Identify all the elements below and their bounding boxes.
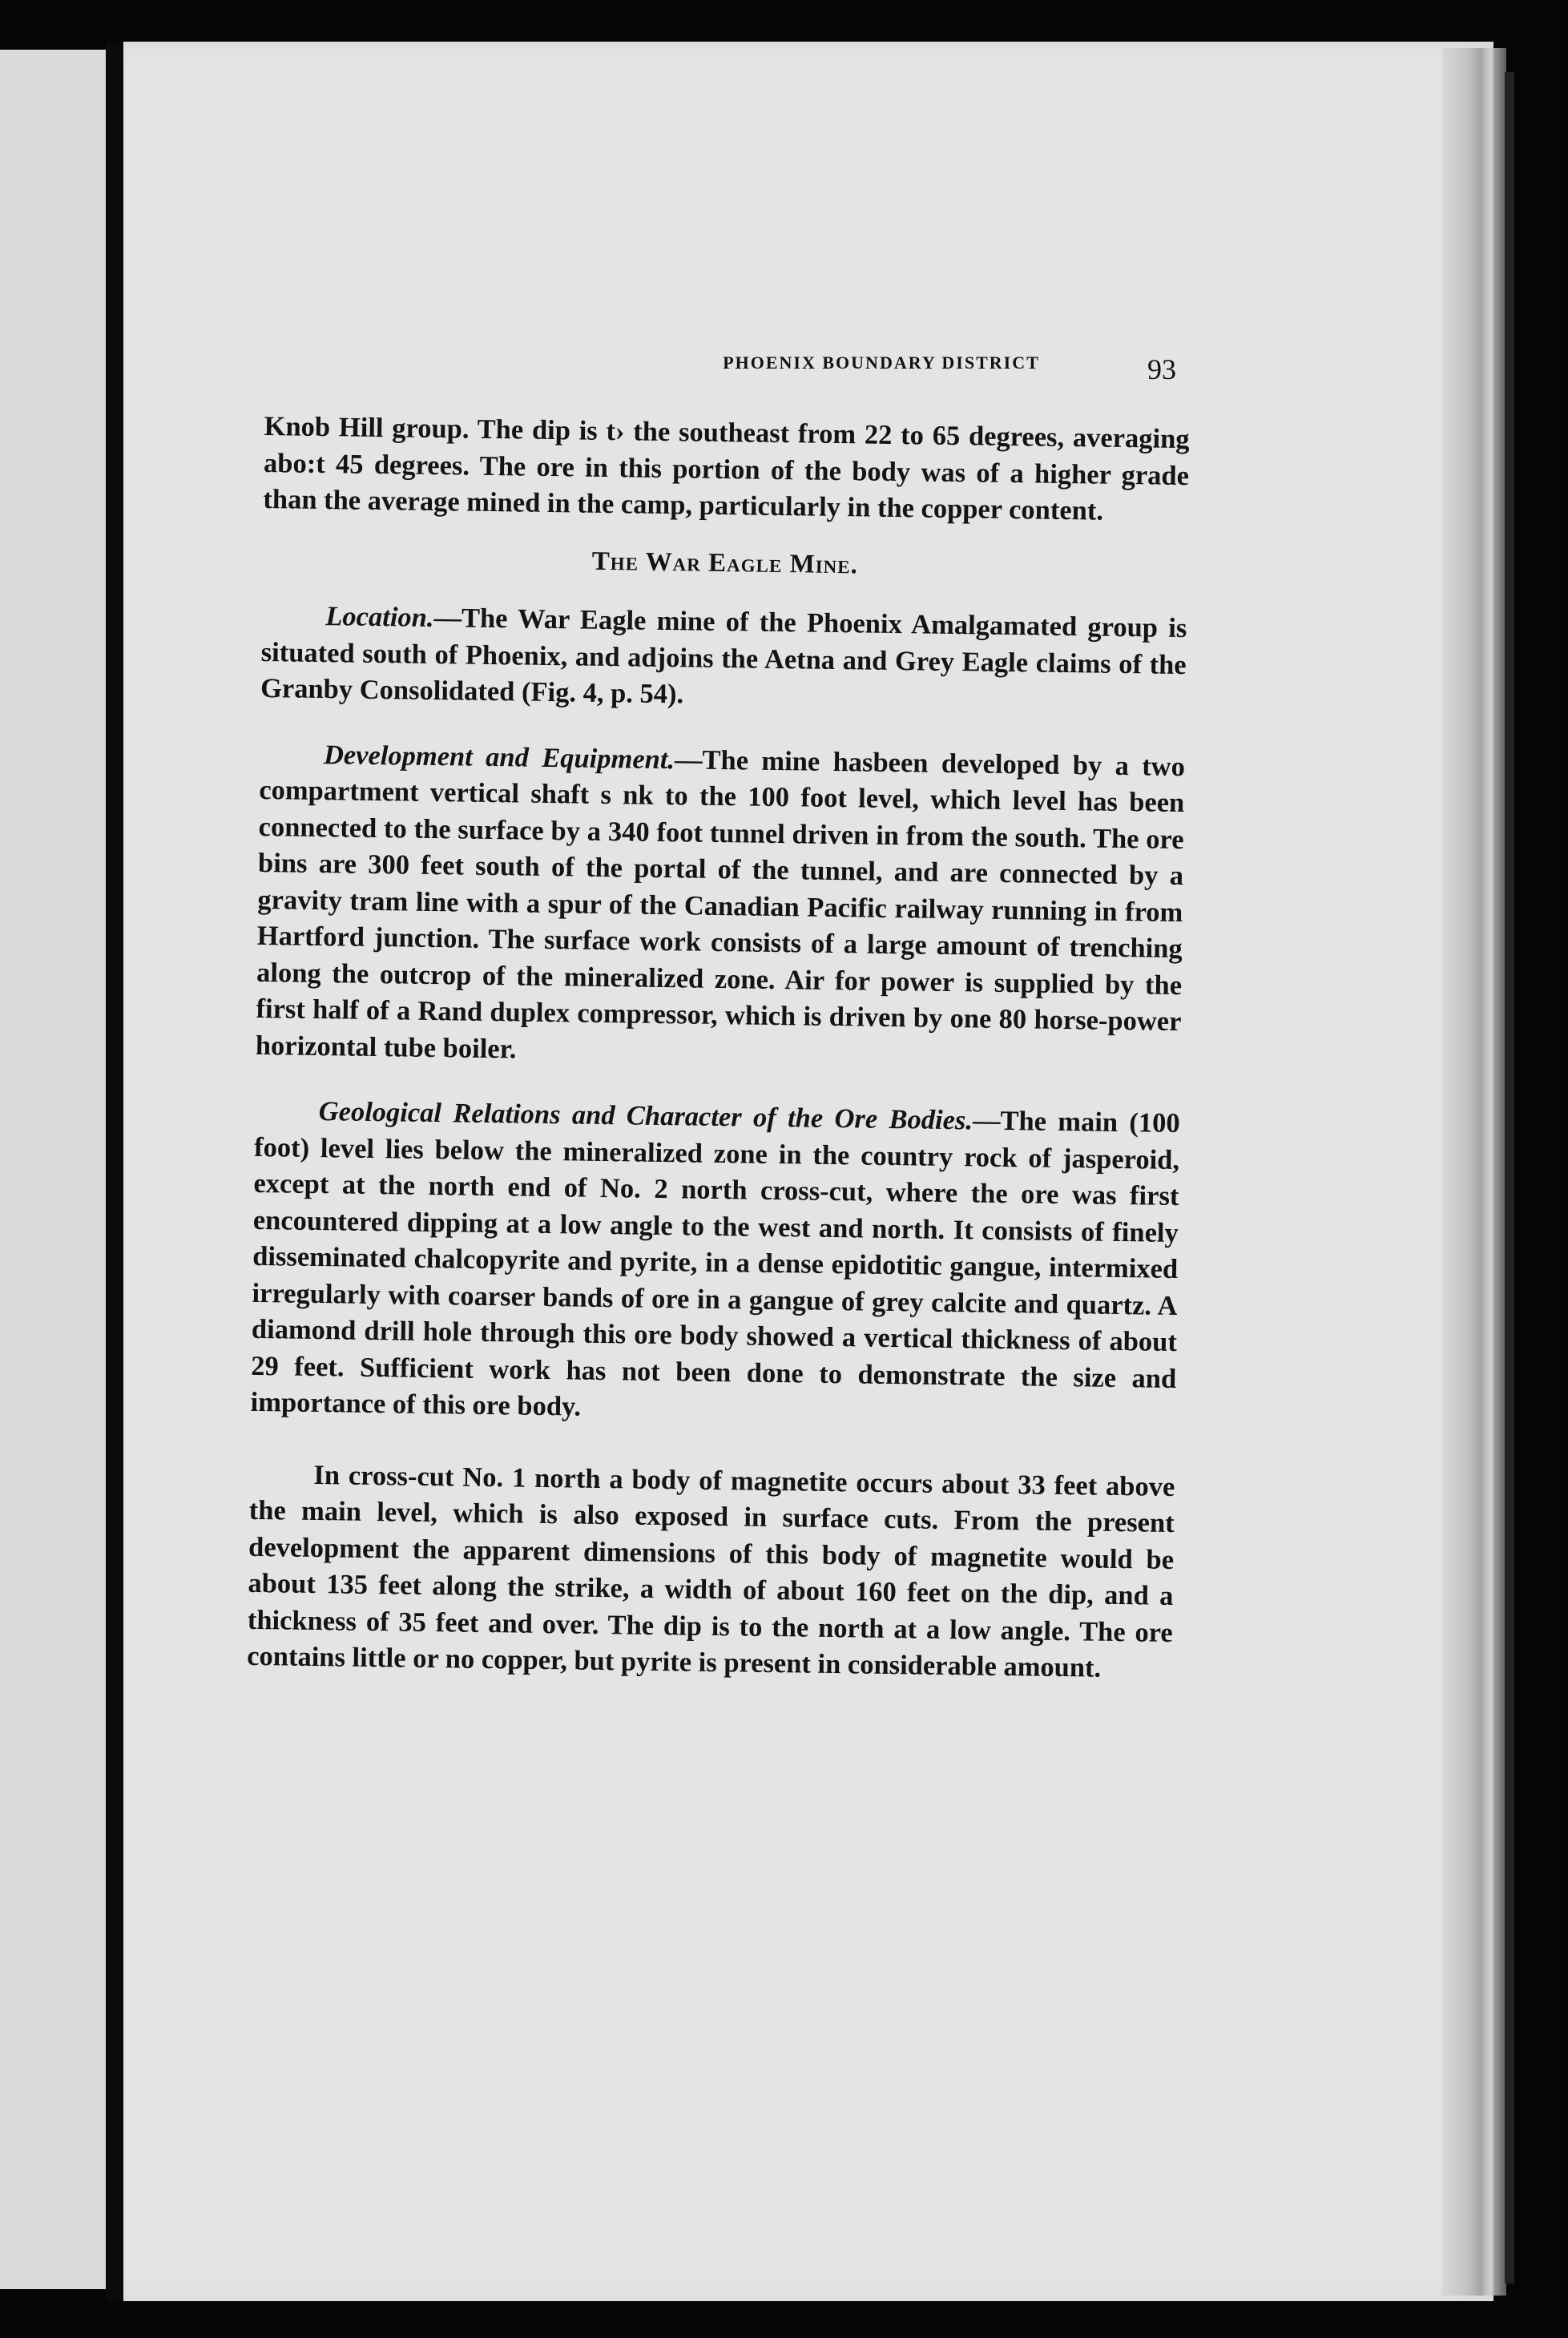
- development-text: —The mine hasbeen developed by a two compartment vertical shaft s nk to the 100 foot level, which level has been connected to the surface by a 340 foot tunnel driven in from the south. The ore bins are 300 feet south of the portal of the tunnel, and are connected by a gravity tram line with a spur of the Canadian Pacific railway running in from Hartford junction. The surface work consists of a large amount of trenching along the outcrop of the mineralized zone. Air for power is supplied by the first half of a Rand duplex compressor, which is driven by one 80 horse-power horizontal tube boiler.: [255, 744, 1186, 1064]
- paragraph-knob-hill: Knob Hill group. The dip is t› the southeast from 22 to 65 degrees, averaging abo:t 45 degrees. The ore in this portion of the body was of a higher grade than the average mined in the camp, particularly in the copper content.: [263, 410, 1190, 526]
- page-stack-edge: [1442, 48, 1506, 2296]
- running-title: PHOENIX BOUNDARY DISTRICT: [723, 353, 1040, 373]
- facing-page-edge: [0, 50, 106, 2289]
- development-lead: Development and Equipment.: [323, 739, 675, 775]
- paragraph-geology: [250, 1093, 1180, 1434]
- paragraph-development: [256, 736, 1186, 1077]
- location-text: —The War Eagle mine of the Phoenix Amalgamated group is situated south of Phoenix, and adjoins the Aetna and Grey Eagle claims of the Granby Consolidated (Fig. 4, p. 54).: [260, 602, 1187, 710]
- book-gutter: [106, 42, 123, 2301]
- section-heading: The War Eagle Mine.: [591, 546, 859, 579]
- page-number: 93: [1147, 353, 1176, 385]
- geology-text: —The main (100 foot) level lies below the mineralized zone in the country rock of jasperoid, except at the north end of No. 2 north cross-cut, where the ore was first encountered dipping at a low angle to the west and north. It consists of finely disseminated chalcopyrite and pyrite, in a dense epidotitic gangue, intermixed irregularly with coarser bands of ore in a gangue of grey calcite and quartz. A diamond drill hole through this ore body showed a vertical thickness of about 29 feet. Sufficient work has not been done to demonstrate the size and importance of this ore body.: [250, 1105, 1180, 1422]
- geology-lead: Geological Relations and Character of the Ore Bodies.: [318, 1096, 973, 1136]
- paragraph-location: [260, 598, 1187, 720]
- page-edge-shadow: [1505, 72, 1514, 2284]
- location-lead: Location.: [325, 601, 434, 633]
- page-body: [247, 409, 1190, 1687]
- paragraph-magnetite: In cross-cut No. 1 north a body of magnetite occurs about 33 feet above the main level, which is also exposed in surface cuts. From the present development the apparent dimensions of this body of magnetite would be about 135 feet along the strike, a width of about 160 feet on the dip, and a thickness of 35 feet and over. The dip is to the north at a low angle. The ore contains little or no copper, but pyrite is present in considerable amount.: [246, 1459, 1175, 1683]
